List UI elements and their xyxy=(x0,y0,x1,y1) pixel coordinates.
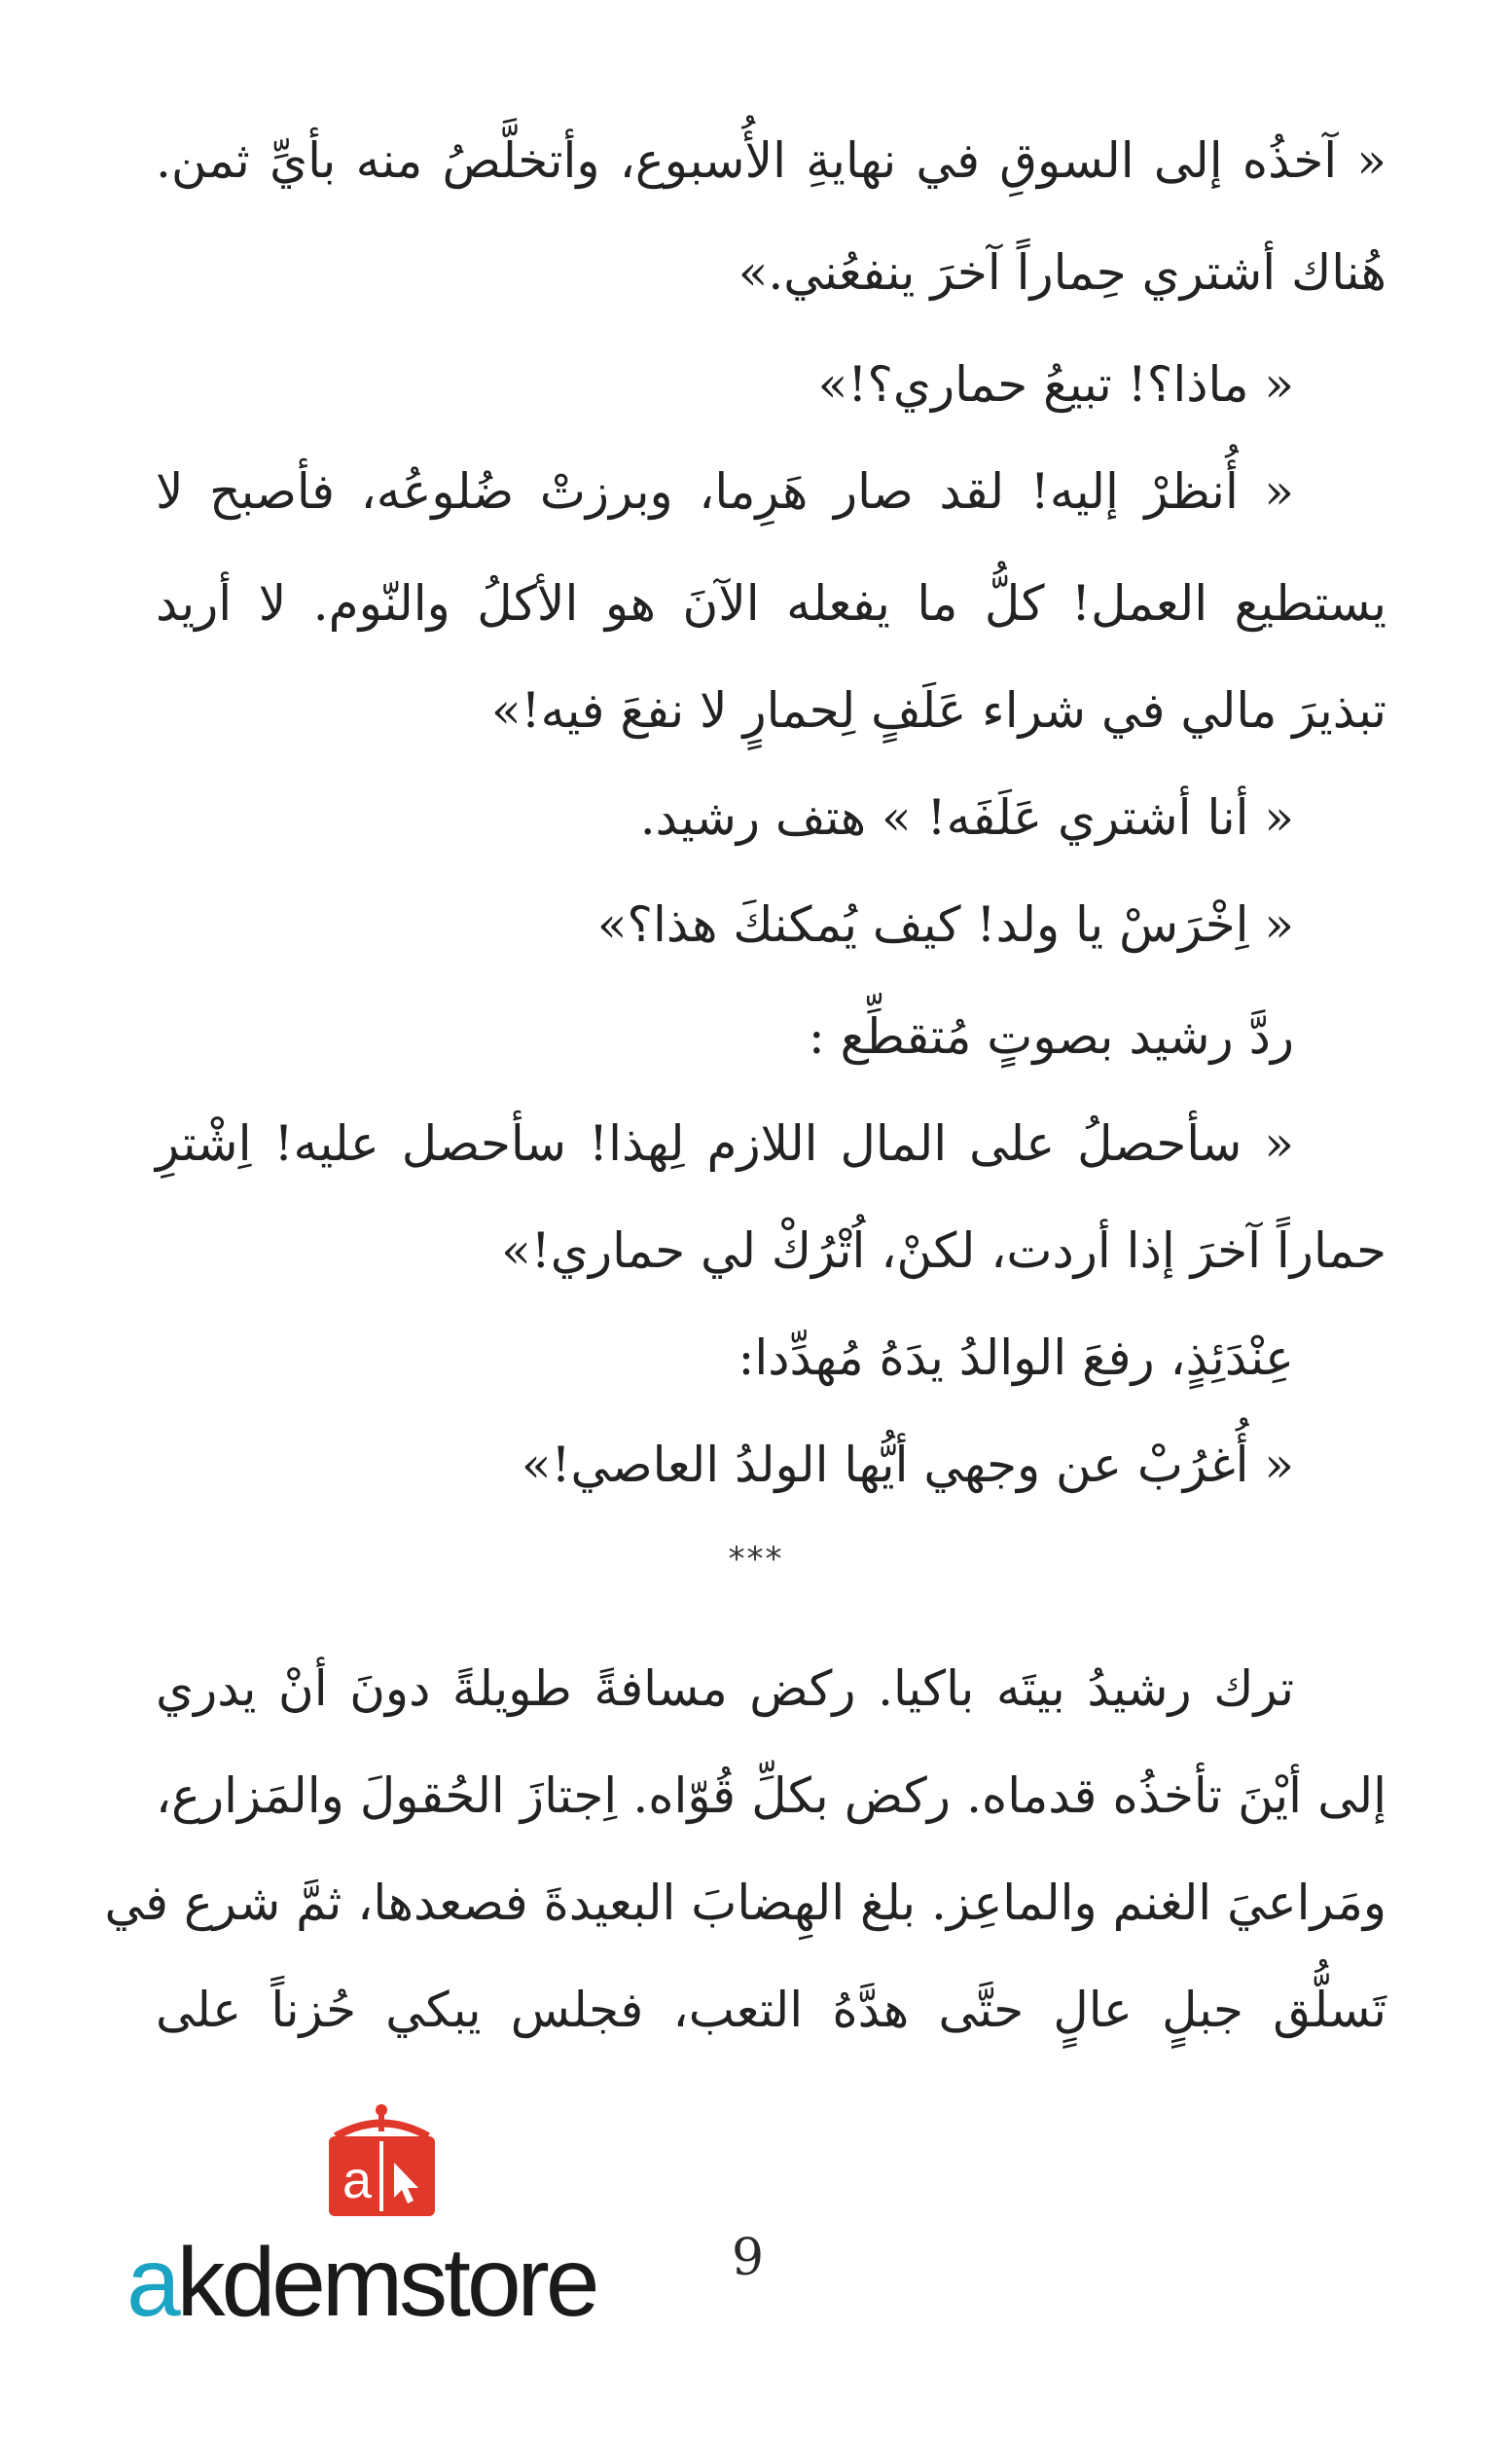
logo-wordmark xyxy=(126,2228,596,2337)
text-line-2: هُناك أشتري حِماراً آخرَ ينفعُني.» xyxy=(738,244,1386,301)
text-line-7: « أنا أشتري عَلَفَه! » هتف رشيد. xyxy=(639,789,1294,846)
text-line-14: ترك رشيدُ بيتَه باكيا. ركض مسافةً طويلةً دونَ أنْ يدري xyxy=(156,1660,1294,1717)
text-line-8: « اِخْرَسْ يا ولد! كيف يُمكنكَ هذا؟» xyxy=(596,896,1294,953)
page-number: 9 xyxy=(732,2229,765,2287)
text-line-16: ومَراعيَ الغنم والماعِز. بلغ الهِضابَ البعيدةَ فصعدها، ثمَّ شرع في xyxy=(104,1875,1386,1931)
text-line-3: « ماذا؟! تبيعُ حماري؟!» xyxy=(817,356,1294,413)
akdemstore-logo xyxy=(126,2102,642,2336)
book-cursor-icon xyxy=(326,2102,438,2219)
logo-mark-letter: a xyxy=(342,2151,373,2209)
text-line-15: إلى أيْنَ تأخذُه قدماه. ركض بكلِّ قُوّاه. اِجتازَ الحُقولَ والمَزارع، xyxy=(156,1767,1386,1824)
logo-word-rest: kdemstore xyxy=(176,2228,596,2337)
text-line-9: ردَّ رشيد بصوتٍ مُتقطِّع : xyxy=(808,1008,1294,1065)
text-line-6: تبذيرَ مالي في شراء عَلَفٍ لِحمارٍ لا نفعَ فيه!» xyxy=(490,682,1386,739)
text-line-17: تَسلُّق جبلٍ عالٍ حتَّى هدَّهُ التعب، فجلس يبكي حُزناً على xyxy=(156,1982,1386,2038)
text-line-11: حماراً آخرَ إذا أردت، لكنْ، اُتْرُكْ لي حماري!» xyxy=(501,1222,1386,1279)
text-line-12: عِنْدَئِذٍ، رفعَ الوالدُ يدَهُ مُهدِّدا: xyxy=(738,1329,1294,1386)
text-line-10: « سأحصلُ على المال اللازم لِهذا! سأحصل عليه! اِشْترِ xyxy=(156,1115,1294,1172)
text-line-13: « أُغرُبْ عن وجهي أيُّها الولدُ العاصي!» xyxy=(521,1437,1294,1493)
text-line-4: « أُنظرْ إليه! لقد صار هَرِما، وبرزتْ ضُلوعُه، فأصبح لا xyxy=(156,463,1295,520)
logo-letter-a: a xyxy=(126,2228,177,2337)
text-line-5: يستطيع العمل! كلُّ ما يفعله الآنَ هو الأكلُ والنّوم. لا أريد xyxy=(156,575,1386,632)
section-divider: *** xyxy=(728,1540,784,1579)
text-line-1: « آخذُه إلى السوقِ في نهايةِ الأُسبوع، وأتخلَّصُ منه بأيِّ ثمن. xyxy=(156,132,1386,189)
